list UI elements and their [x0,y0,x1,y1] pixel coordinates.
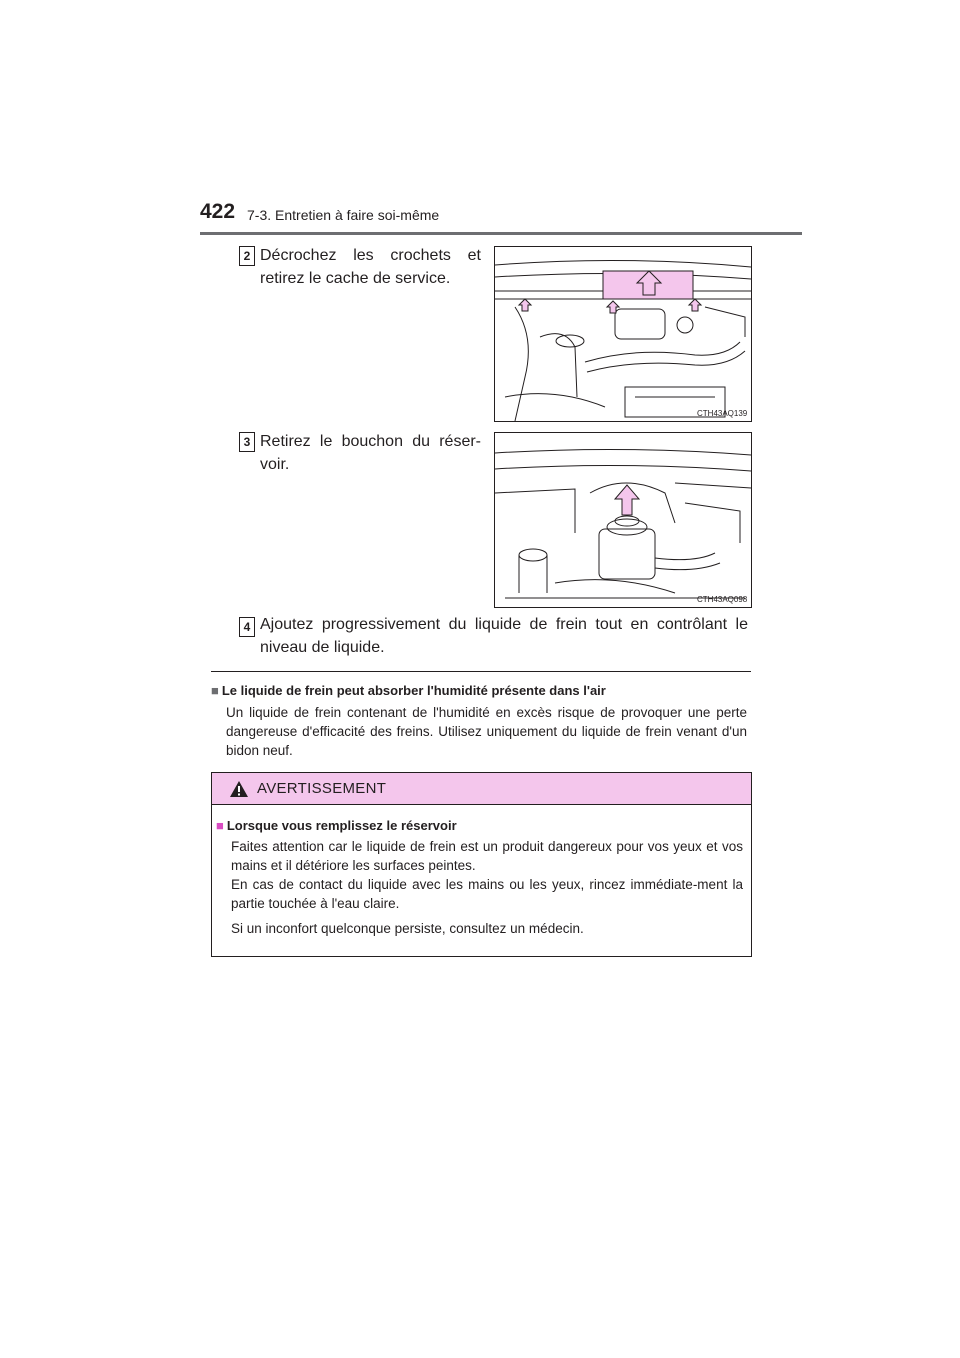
figure-remove-service-cover [494,246,752,422]
note-body: Un liquide de frein contenant de l'humidité en excès risque de provoquer une perte dangereuse d'efficacité des freins. Utilisez uniquement du liquide de frein venant d'un bidon neuf. [226,705,747,758]
step-text-3: Retirez le bouchon du réser-voir. [260,433,481,473]
warning-paragraph-3: Si un inconfort quelconque persiste, consultez un médecin. [231,921,584,936]
warning-paragraph-1: Faites attention car le liquide de frein est un produit dangereux pour vos yeux et vos mains et il détériore les surfaces peintes. [231,839,743,873]
warning-box [211,772,752,957]
square-bullet-icon: ■ [211,683,219,698]
figure-remove-reservoir-cap [494,432,752,608]
step-text-2: Décrochez les crochets et retirez le cache de service. [260,247,481,287]
figure-code: CTH43AQ098 [697,595,748,604]
step-number-2: 2 [239,246,255,266]
warning-subtitle [216,818,457,833]
note-title-text: Le liquide de frein peut absorber l'humidité présente dans l'air [221,683,606,698]
step-number-4: 4 [239,617,255,637]
warning-label: AVERTISSEMENT [257,780,387,797]
step-text-4: Ajoutez progressivement du liquide de frein tout en contrôlant le niveau de liquide. [260,616,748,656]
engine-bay-illustration [495,247,751,421]
figure-code: CTH43AQ139 [697,409,748,418]
square-bullet-icon: ■ [216,818,224,833]
step-number-3: 3 [239,432,255,452]
warning-triangle-icon [229,780,249,798]
page-number: 422 [200,200,236,223]
warning-subtitle-text: Lorsque vous remplissez le réservoir [226,818,457,833]
warning-paragraph-2: En cas de contact du liquide avec les mains ou les yeux, rincez immédiate-ment la partie touchée à l'eau claire. [231,877,743,911]
header-rule [200,232,802,235]
warning-header [212,773,751,805]
note-title [211,683,606,698]
reservoir-illustration [495,433,751,607]
section-title: 7-3. Entretien à faire soi-même [247,207,440,223]
section-divider [211,671,751,672]
